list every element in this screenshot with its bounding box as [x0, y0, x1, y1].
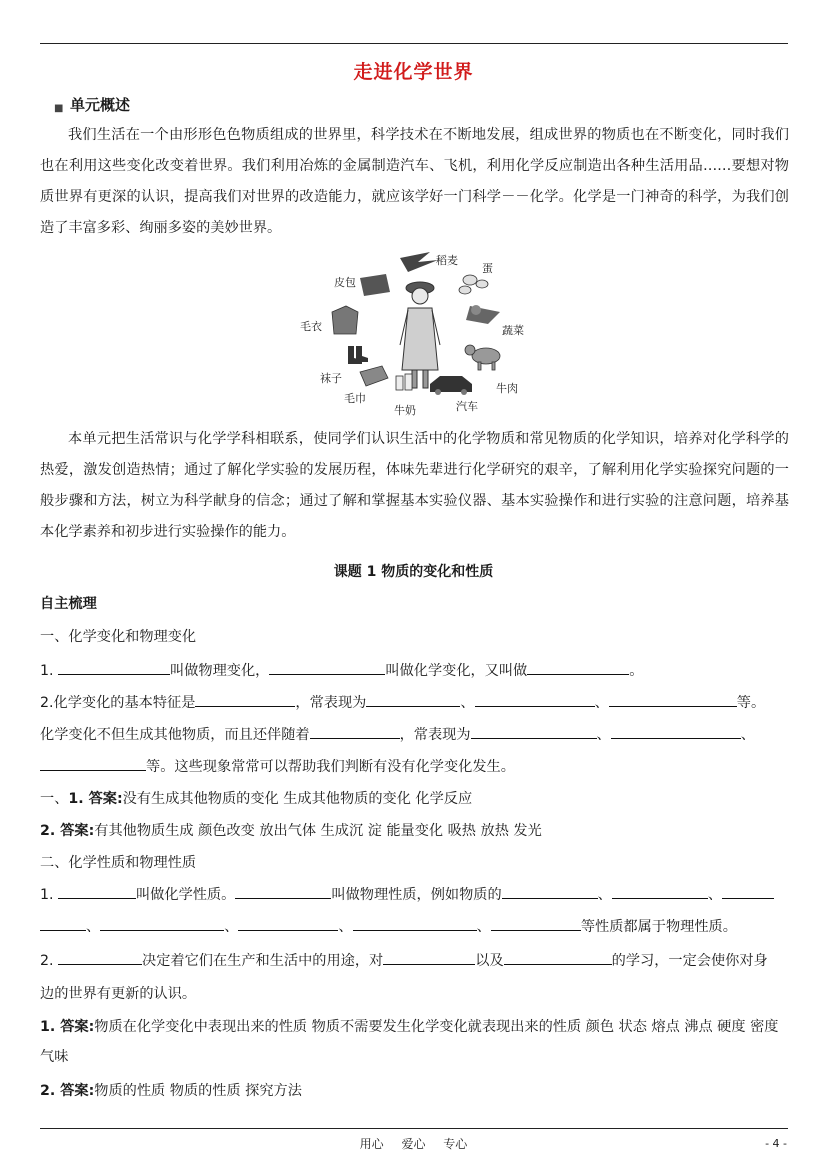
blank[interactable]: [58, 884, 136, 899]
q2-prefix: 2.化学变化的基本特征是: [40, 695, 196, 711]
milk-icon: [396, 374, 412, 390]
blank[interactable]: [491, 916, 581, 931]
answer-text: 物质在化学变化中表现出来的性质 物质不需要发生化学变化就表现出来的性质 颜色 状态 熔点 沸点 硬度 密度: [94, 1019, 779, 1035]
p2q2-text-1: 决定着它们在生产和生活中的用途，对: [142, 953, 384, 969]
answer-part1-2: [40, 820, 789, 840]
blank[interactable]: [383, 950, 475, 965]
label-maojin: 毛巾: [344, 392, 366, 405]
section-heading: 单元概述: [70, 96, 131, 114]
blank[interactable]: [475, 692, 595, 707]
p2q2-prefix: 2.: [40, 953, 59, 969]
blank[interactable]: [310, 724, 400, 739]
bullet-dot: ■: [54, 103, 64, 114]
sweater-icon: [332, 306, 358, 334]
q2-line2-text: ，常表现为: [399, 727, 471, 743]
question-1-2-line2: [40, 724, 789, 744]
answer-part2-2: [40, 1080, 789, 1100]
question-2-2-line1: [40, 950, 789, 970]
answer-text: 物质的性质 物质的性质 探究方法: [94, 1083, 302, 1099]
vegetable-icon: [466, 305, 500, 324]
blank[interactable]: [366, 692, 460, 707]
page-title: 走进化学世界: [353, 61, 474, 83]
answer-text: 有其他物质生成 颜色改变 放出气体 生成沉 淀 能量变化 吸热 放热 发光: [94, 823, 542, 839]
label-wazi: 袜子: [320, 372, 342, 385]
question-1-1: [40, 660, 789, 680]
header-rule: [40, 43, 788, 44]
question-1-2-line3: [40, 756, 789, 776]
lesson-title: 课题 1 物质的变化和性质: [333, 564, 494, 580]
blank[interactable]: [58, 950, 142, 965]
label-niunai: 牛奶: [394, 404, 416, 417]
label-qiche: 汽车: [456, 400, 478, 413]
answer-text: 没有生成其他物质的变化 生成其他物质的变化 化学反应: [122, 791, 473, 807]
separator: 、: [596, 727, 611, 743]
unit-description-paragraph: 本单元把生活常识与化学学科相联系，使同学们认识生活中的化学物质和常见物质的化学知识，培养对化学科学的热爱，激发创造热情；通过了解化学实验的发展历程，体味先辈进行化学研究的艰辛，了解利用化学实验探究问题的一般步骤和方法，树立为科学献身的信念；通过了解和掌握基本实验仪器、基本实验操作和进行实验的注意问题，培养基本化学素养和初步进行实验操作的能力。: [40, 431, 789, 540]
blank[interactable]: [612, 884, 708, 899]
separator: 、: [740, 727, 755, 743]
blank[interactable]: [269, 660, 385, 675]
blank[interactable]: [611, 724, 741, 739]
q2-line3-text: 等。这些现象常常可以帮助我们判断有没有化学变化发生。: [146, 759, 515, 775]
self-review-heading: 自主梳理: [40, 596, 97, 612]
part2-heading: 二、化学性质和物理性质: [40, 855, 197, 871]
blank[interactable]: [527, 660, 629, 675]
cow-icon: [465, 345, 500, 370]
q2-line2-prefix: 化学变化不但生成其他物质，而且还伴随着: [40, 727, 310, 743]
car-icon: [430, 376, 472, 395]
answer-part2-1-line2: 气味: [40, 1049, 69, 1065]
separator: 、: [707, 887, 723, 903]
label-niurou: 牛肉: [496, 382, 518, 395]
answer-part1-1: [40, 788, 789, 808]
wheat-icon: [400, 252, 438, 272]
blank[interactable]: [504, 950, 612, 965]
answer-label: 2. 答案:: [40, 1083, 95, 1099]
blank[interactable]: [722, 884, 774, 899]
blank[interactable]: [471, 724, 597, 739]
label-dan: 蛋: [482, 262, 493, 275]
socks-icon: [348, 346, 368, 364]
separator: 、: [86, 919, 101, 935]
egg-icon: [459, 275, 488, 294]
q2-text-1: ，常表现为: [295, 695, 367, 711]
label-pibao: 皮包: [334, 276, 356, 289]
footer-rule: [40, 1128, 788, 1129]
answer-part2-1: [40, 1016, 789, 1036]
answer-label: 2. 答案:: [40, 823, 95, 839]
label-maoyi: 毛衣: [300, 320, 322, 333]
p2q2-text-2: 以及: [475, 953, 504, 969]
separator: 、: [224, 919, 239, 935]
leather-bag-icon: [360, 274, 390, 296]
p2q1-text-1: 叫做化学性质。: [136, 887, 236, 903]
blank[interactable]: [235, 884, 331, 899]
label-shucai: 蔬菜: [502, 324, 524, 337]
p2q1-prefix: 1.: [40, 887, 59, 903]
separator: 、: [594, 695, 609, 711]
separator: 、: [597, 887, 612, 903]
q1-prefix: 1.: [40, 663, 59, 679]
separator: 、: [460, 695, 475, 711]
p2q1-line2-end: 等性质都属于物理性质。: [580, 919, 737, 935]
blank[interactable]: [58, 660, 170, 675]
intro-paragraph: 我们生活在一个由形形色色物质组成的世界里，科学技术在不断地发展，组成世界的物质也在不断变化，同时我们也在利用这些变化改变着世界。我们利用冶炼的金属制造汽车、飞机，利用化学反应制造出各种生活用品……要想对物质世界有更深的认识，提高我们对世界的改造能力，就应该学好一门科学－－化学。化学是一门神奇的科学，为我们创造了丰富多彩、绚丽多姿的美妙世界。: [40, 127, 789, 236]
p2q1-text-2: 叫做物理性质，例如物质的: [331, 887, 502, 903]
answer-prefix: 一、: [40, 791, 69, 807]
q1-text-3: 。: [629, 663, 644, 679]
page-number: - 4 -: [765, 1137, 787, 1150]
towel-icon: [360, 366, 388, 386]
blank[interactable]: [609, 692, 737, 707]
everyday-materials-illustration: [290, 250, 530, 420]
question-2-1-line2: [40, 916, 789, 936]
question-2-2-line2: 边的世界有更新的认识。: [40, 986, 197, 1002]
separator: 、: [338, 919, 353, 935]
question-1-2-line1: [40, 692, 789, 712]
footer-motto: 用心 爱心 专心: [359, 1137, 468, 1151]
blank[interactable]: [238, 916, 338, 931]
label-daomai: 稻麦: [436, 254, 458, 267]
blank[interactable]: [100, 916, 224, 931]
q1-text-1: 叫做物理变化，: [170, 663, 270, 679]
answer-label: 1. 答案:: [40, 1019, 95, 1035]
p2q2-text-3: 的学习，一定会使你对身: [611, 953, 768, 969]
separator: 、: [476, 919, 491, 935]
part1-heading: 一、化学变化和物理变化: [40, 629, 197, 645]
woman-figure: [400, 282, 440, 388]
blank[interactable]: [195, 692, 295, 707]
q2-text-2: 等。: [736, 695, 766, 711]
q1-text-2: 叫做化学变化，又叫做: [385, 663, 528, 679]
blank[interactable]: [353, 916, 477, 931]
blank[interactable]: [502, 884, 598, 899]
question-2-1-line1: [40, 884, 789, 904]
blank[interactable]: [40, 916, 86, 931]
blank[interactable]: [40, 756, 146, 771]
answer-label: 1. 答案:: [68, 791, 123, 807]
